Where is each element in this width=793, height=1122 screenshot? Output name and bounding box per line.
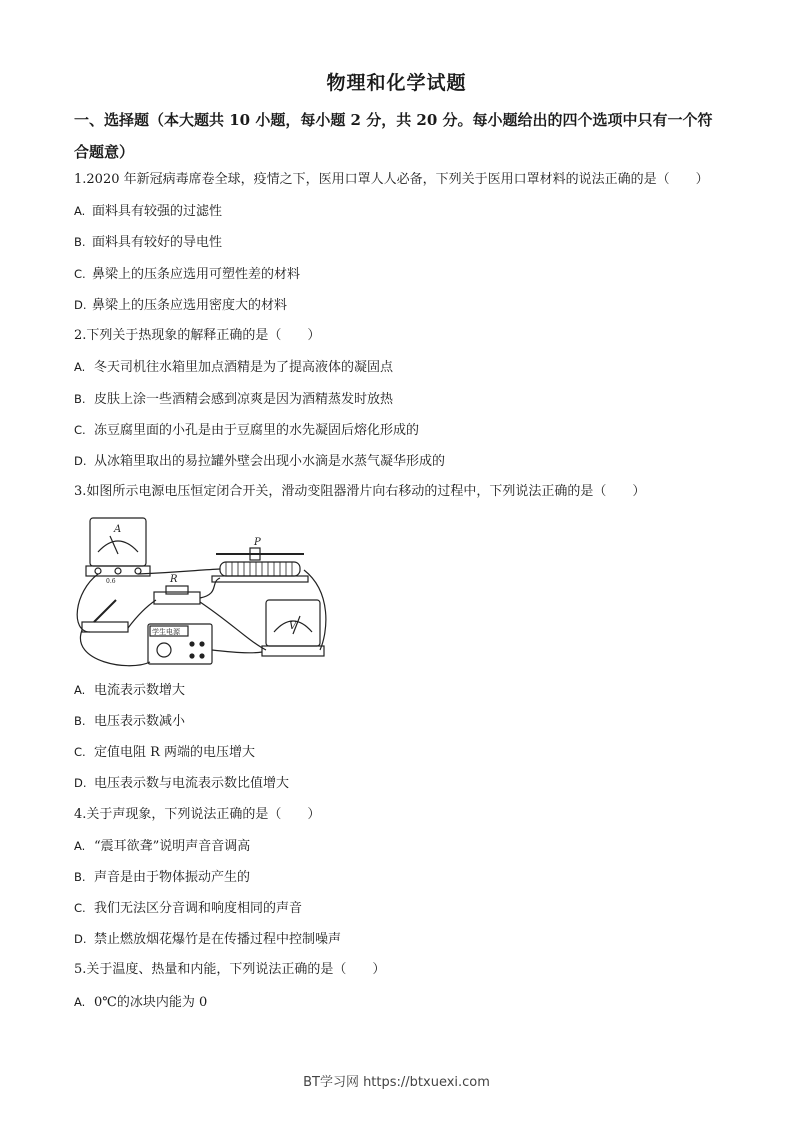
- question-2-option-b: [74, 389, 393, 410]
- option-letter: D.: [74, 776, 87, 790]
- question-4-option-b: [74, 867, 250, 888]
- rheostat-base: [212, 576, 308, 582]
- resistor-cap: [166, 586, 188, 594]
- question-2-option-c: [74, 420, 419, 441]
- option-letter: B.: [74, 870, 86, 884]
- voltmeter-base: [262, 646, 324, 656]
- voltmeter-label: V: [289, 621, 297, 632]
- option-letter: D.: [74, 454, 87, 468]
- question-3-option-d: [74, 773, 289, 794]
- option-text: “震耳欲聋”说明声音音调高: [94, 839, 251, 854]
- resistor-label: R: [170, 574, 178, 585]
- rheostat-slider-label: P: [254, 537, 261, 548]
- question-4-stem: 4.关于声现象，下列说法正确的是（ ）: [74, 807, 321, 822]
- power-source-knob: [157, 643, 171, 657]
- option-text: 禁止燃放烟花爆竹是在传播过程中控制噪声: [94, 932, 342, 947]
- wire: [212, 650, 262, 653]
- question-2-option-a: [74, 357, 393, 378]
- question-1-option-c: [74, 264, 300, 285]
- option-text: 0℃的冰块内能为 0: [94, 995, 208, 1010]
- question-2-stem: 2.下列关于热现象的解释正确的是（ ）: [74, 328, 321, 343]
- circuit-diagram: [70, 512, 332, 672]
- circuit-figure: [70, 512, 332, 672]
- ammeter-terminal: [115, 568, 121, 574]
- ammeter-terminal: [95, 568, 101, 574]
- option-letter: D.: [74, 932, 87, 946]
- option-letter: A.: [74, 839, 86, 853]
- section-heading: 一、选择题（本大题共 10 小题，每小题 2 分，共 20 分。每小题给出的四个选项中只有一个符合题意）: [74, 111, 713, 161]
- power-source-terminal: [190, 654, 194, 658]
- switch-lever: [94, 600, 116, 622]
- option-letter: D.: [74, 298, 87, 312]
- option-text: 冬天司机往水箱里加点酒精是为了提高液体的凝固点: [94, 360, 394, 375]
- wire: [77, 574, 98, 632]
- question-4-option-d: [74, 929, 341, 950]
- question-1-option-d: [74, 295, 287, 316]
- question-3-stem: 3.如图所示电源电压恒定闭合开关，滑动变阻器滑片向右移动的过程中，下列说法正确的是（ ）: [74, 484, 646, 499]
- option-text: 定值电阻 R 两端的电压增大: [94, 745, 256, 760]
- option-letter: B.: [74, 235, 86, 249]
- power-source-terminal: [200, 654, 204, 658]
- option-letter: A.: [74, 204, 86, 218]
- question-4-option-a: [74, 836, 250, 857]
- option-letter: C.: [74, 267, 86, 281]
- footer-watermark: BT学习网 https://btxuexi.com: [303, 1075, 490, 1090]
- question-4-option-c: [74, 898, 302, 919]
- ammeter-needle: [110, 536, 118, 554]
- option-text: 面料具有较强的过滤性: [92, 204, 223, 219]
- rheostat-windings: [226, 562, 292, 576]
- wire: [80, 630, 150, 666]
- option-letter: B.: [74, 392, 86, 406]
- ammeter-scale-label: 0.6: [106, 578, 116, 585]
- page-title: 物理和化学试题: [326, 72, 467, 94]
- question-5-option-a: [74, 992, 207, 1013]
- question-5-stem: 5.关于温度、热量和内能，下列说法正确的是（ ）: [74, 962, 386, 977]
- option-text: 电压表示数减小: [94, 714, 186, 729]
- ammeter-label: A: [114, 524, 122, 535]
- question-3-option-b: [74, 711, 185, 732]
- option-letter: C.: [74, 423, 86, 437]
- option-text: 面料具有较好的导电性: [92, 235, 223, 250]
- question-1-option-b: [74, 232, 222, 253]
- option-letter: B.: [74, 714, 86, 728]
- ammeter-terminal: [135, 568, 141, 574]
- option-letter: C.: [74, 745, 86, 759]
- power-source-label: 学生电源: [152, 628, 180, 636]
- option-letter: A.: [74, 360, 86, 374]
- question-2-option-d: [74, 451, 445, 472]
- option-letter: C.: [74, 901, 86, 915]
- option-text: 从冰箱里取出的易拉罐外壁会出现小水滴是水蒸气凝华形成的: [94, 454, 446, 469]
- power-source-terminal: [190, 642, 194, 646]
- switch-base: [82, 622, 128, 632]
- option-letter: A.: [74, 995, 86, 1009]
- question-1-stem: 1.2020 年新冠病毒席卷全球，疫情之下，医用口罩人人必备，下列关于医用口罩材料的说法正确的是（ ）: [74, 172, 709, 187]
- option-text: 电流表示数增大: [94, 683, 186, 698]
- option-text: 皮肤上涂一些酒精会感到凉爽是因为酒精蒸发时放热: [94, 392, 394, 407]
- option-text: 冻豆腐里面的小孔是由于豆腐里的水先凝固后熔化形成的: [94, 423, 420, 438]
- question-3-option-a: [74, 680, 185, 701]
- power-source-terminal: [200, 642, 204, 646]
- option-text: 鼻梁上的压条应选用密度大的材料: [92, 298, 288, 313]
- ammeter-scale: [98, 541, 138, 552]
- wire: [200, 602, 266, 650]
- question-3-option-c: [74, 742, 255, 763]
- option-text: 声音是由于物体振动产生的: [94, 870, 251, 885]
- option-letter: A.: [74, 683, 86, 697]
- option-text: 电压表示数与电流表示数比值增大: [94, 776, 290, 791]
- option-text: 我们无法区分音调和响度相同的声音: [94, 901, 303, 916]
- question-1-option-a: [74, 201, 222, 222]
- wire: [200, 578, 220, 598]
- option-text: 鼻梁上的压条应选用可塑性差的材料: [92, 267, 301, 282]
